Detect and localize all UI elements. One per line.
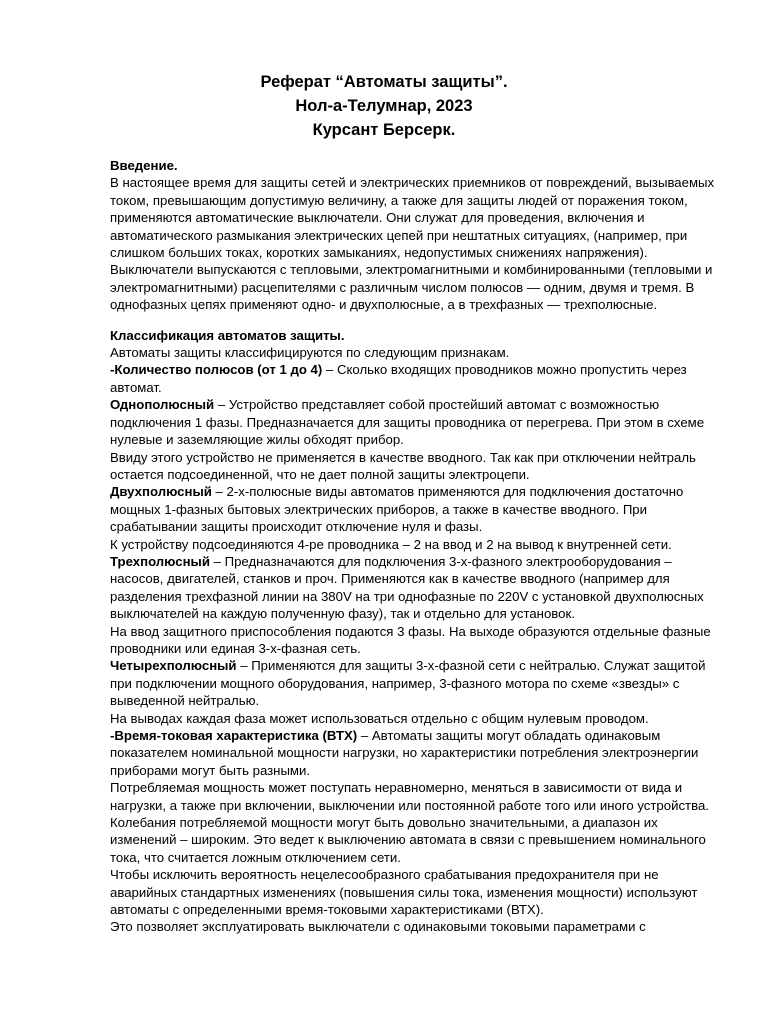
- triple-pole-note: На ввод защитного приспособления подаются 3 фазы. На выходе образуются отдельные фазные проводники или единая 3-х-фазная сеть.: [110, 623, 711, 656]
- quad-pole-text: – Применяются для защиты 3-х-фазной сети с нейтралью. Служат защитой при подключении мощного оборудования, например, 3-фазного мотора по схеме «звезды» с выведенной нейтралью.: [110, 658, 706, 709]
- intro-paragraph: В настоящее время для защиты сетей и электрических приемников от повреждений, вызываемых током, превышающим допустимую величину, а также для защиты людей от поражения током, применяются автоматические выключатели. Они служат для проведения, включения и автоматического размыкания электрических цепей при нештатных ситуациях, (например, при слишком больших токах, коротких замыканиях, недопустимых снижениях напряжения). Выключатели выпускаются с тепловыми, электромагнитными и комбинированными (тепловыми и электромагнитными) расцепителями с различным числом полюсов — одним, двумя и тремя. В однофазных цепях применяют одно- и двухполюсные, а в трехфазных — трехполюсные.: [110, 175, 715, 313]
- quad-pole-paragraph: [110, 657, 715, 709]
- title-line-1: Реферат “Автоматы защиты”.: [260, 73, 508, 91]
- poles-term: -Количество полюсов (от 1 до 4): [110, 362, 323, 378]
- intro-heading: Введение.: [110, 158, 178, 173]
- classification-lead: Автоматы защиты классифицируются по следующим признакам.: [110, 345, 510, 361]
- triple-pole-paragraph: [110, 553, 715, 623]
- single-pole-note: Ввиду этого устройство не применяется в качестве вводного. Так как при отключении нейтраль остается подсоединенной, что не дает полной защиты электроцепи.: [110, 449, 696, 482]
- double-pole-paragraph: [110, 483, 715, 535]
- btx-text: – Автоматы защиты могут обладать одинаковым показателем номинальной мощности нагрузки, но характеристики потребления электроэнергии приборами могут быть разными.: [110, 728, 699, 778]
- single-pole-paragraph: [110, 396, 715, 448]
- single-pole-term: Однополюсный: [110, 397, 215, 413]
- btx-term: -Время-токовая характеристика (ВТХ): [110, 728, 358, 743]
- section-gap: [110, 314, 715, 327]
- exclude-paragraph: Чтобы исключить вероятность нецелесообразного срабатывания предохранителя при не аварийных стандартных изменениях (повышения силы тока, изменения мощности) используют автоматы с определенными время-токовыми характеристиками (ВТХ).: [110, 867, 698, 918]
- title-line-3: Курсант Берсерк.: [312, 121, 456, 139]
- btx-paragraph: [110, 727, 715, 779]
- title-line-2: Нол-а-Телумнар, 2023: [295, 97, 473, 115]
- poles-paragraph: [110, 361, 715, 396]
- single-pole-text: – Устройство представляет собой простейший автомат с возможностью подключения 1 фазы. Предназначается для защиты проводника от перегрева. При этом в схеме нулевые и заземляющие жилы обходят прибор.: [110, 397, 705, 448]
- quad-pole-note: На выводах каждая фаза может использоваться отдельно с общим нулевым проводом.: [110, 710, 649, 726]
- allows-paragraph: Это позволяет эксплуатировать выключатели с одинаковыми токовыми параметрами с: [110, 919, 646, 935]
- double-pole-note: К устройству подсоединяются 4-ре проводника – 2 на ввод и 2 на вывод к внутренней сети.: [110, 536, 672, 552]
- double-pole-text: – 2-х-полюсные виды автоматов применяются для подключения достаточно мощных 1-фазных бытовых электрических приборов, а также в качестве вводного. При срабатывании защиты происходит отключение нуля и фазы.: [110, 484, 684, 535]
- power-paragraph: Потребляемая мощность может поступать неравномерно, меняться в зависимости от вида и нагрузки, а также при включении, выключении или постоянной работе того или иного устройства.: [110, 780, 709, 813]
- document-title: [0, 70, 768, 142]
- poles-text: – Сколько входящих проводников можно пропустить через автомат.: [110, 362, 687, 395]
- fluctuation-paragraph: Колебания потребляемой мощности могут быть довольно значительными, а диапазон их изменений – широким. Это ведет к выключению автомата в связи с превышением номинального тока, что считается ложным отключением сети.: [110, 815, 706, 865]
- quad-pole-term: Четырехполюсный: [110, 658, 237, 674]
- document-body: [110, 157, 715, 936]
- triple-pole-text: – Предназначаются для подключения 3-х-фазного электрооборудования – насосов, двигателей, станков и проч. Применяются как в качестве вводного (например для разделения трехфазной линии на 380V на три однофазные по 220V с установкой двухполюсных выключателей на каждую полученную фазу), так и отдельно для установок.: [110, 553, 704, 622]
- classification-heading: Классификация автоматов защиты.: [110, 327, 345, 343]
- double-pole-term: Двухполюсный: [110, 484, 212, 500]
- triple-pole-term: Трехполюсный: [110, 553, 210, 569]
